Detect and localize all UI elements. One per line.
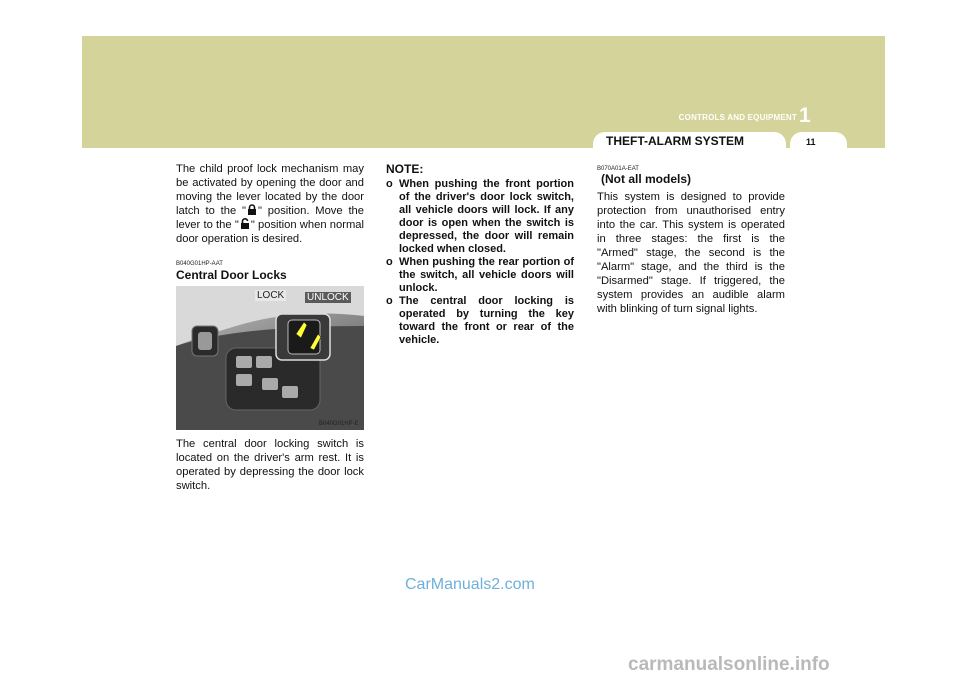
theft-alarm-code: B070A01A-EAT bbox=[597, 166, 639, 172]
section-code: B040G01HP-AAT bbox=[176, 261, 223, 267]
door-panel-illustration bbox=[176, 286, 364, 430]
notes-list bbox=[386, 178, 574, 347]
notes-block bbox=[386, 162, 574, 347]
list-item: o When pushing the front portion of the driver's door lock switch, all vehicle doors will lock. If any door is open when the switch is depressed, the door will remain locked when closed. bbox=[386, 178, 574, 255]
list-item: o When pushing the rear portion of the switch, all vehicle doors will unlock. bbox=[386, 256, 574, 294]
left-column bbox=[176, 162, 364, 246]
section-heading: Central Door Locks bbox=[176, 268, 287, 282]
section-title: THEFT-ALARM SYSTEM bbox=[606, 134, 744, 148]
door-switch-photo bbox=[176, 286, 364, 430]
page-number: 11 bbox=[806, 137, 816, 147]
unlocked-padlock-icon bbox=[239, 218, 251, 229]
list-item: o The central door locking is operated by turning the key toward the front or rear of the vehicle. bbox=[386, 295, 574, 346]
notes-title: NOTE: bbox=[386, 162, 424, 176]
unlock-label: UNLOCK bbox=[307, 292, 349, 303]
theft-alarm-subheading: (Not all models) bbox=[601, 172, 692, 186]
watermark-link[interactable]: CarManuals2.com bbox=[405, 576, 535, 593]
page-tab bbox=[790, 132, 847, 150]
lock-label: LOCK bbox=[257, 290, 285, 301]
central-lock-paragraph: The central door locking switch is located on the driver's arm rest. It is operated by depressing the door lock switch. bbox=[176, 438, 364, 492]
chapter-title: CONTROLS AND EQUIPMENT bbox=[678, 113, 797, 122]
footer-watermark: carmanualsonline.info bbox=[628, 654, 830, 675]
locked-padlock-icon bbox=[246, 204, 258, 215]
child-lock-paragraph: The child proof lock mechanism may be activated by opening the door and moving the lever located by the door latch to the " " position. Move the lever to the " " position when normal door operation is desired. bbox=[176, 163, 364, 245]
chapter-number: 1 bbox=[799, 104, 811, 127]
figure-caption: B040G01HP-E bbox=[319, 421, 359, 427]
theft-alarm-paragraph: This system is designed to provide protection from unauthorised entry into the car. This system is operated in three stages: the first is the "Armed" stage, the second is the "Alarm" stage, and the third is the "Disarmed" stage. If triggered, the system provides an audible alarm with blinking of turn signal lights. bbox=[597, 191, 785, 315]
